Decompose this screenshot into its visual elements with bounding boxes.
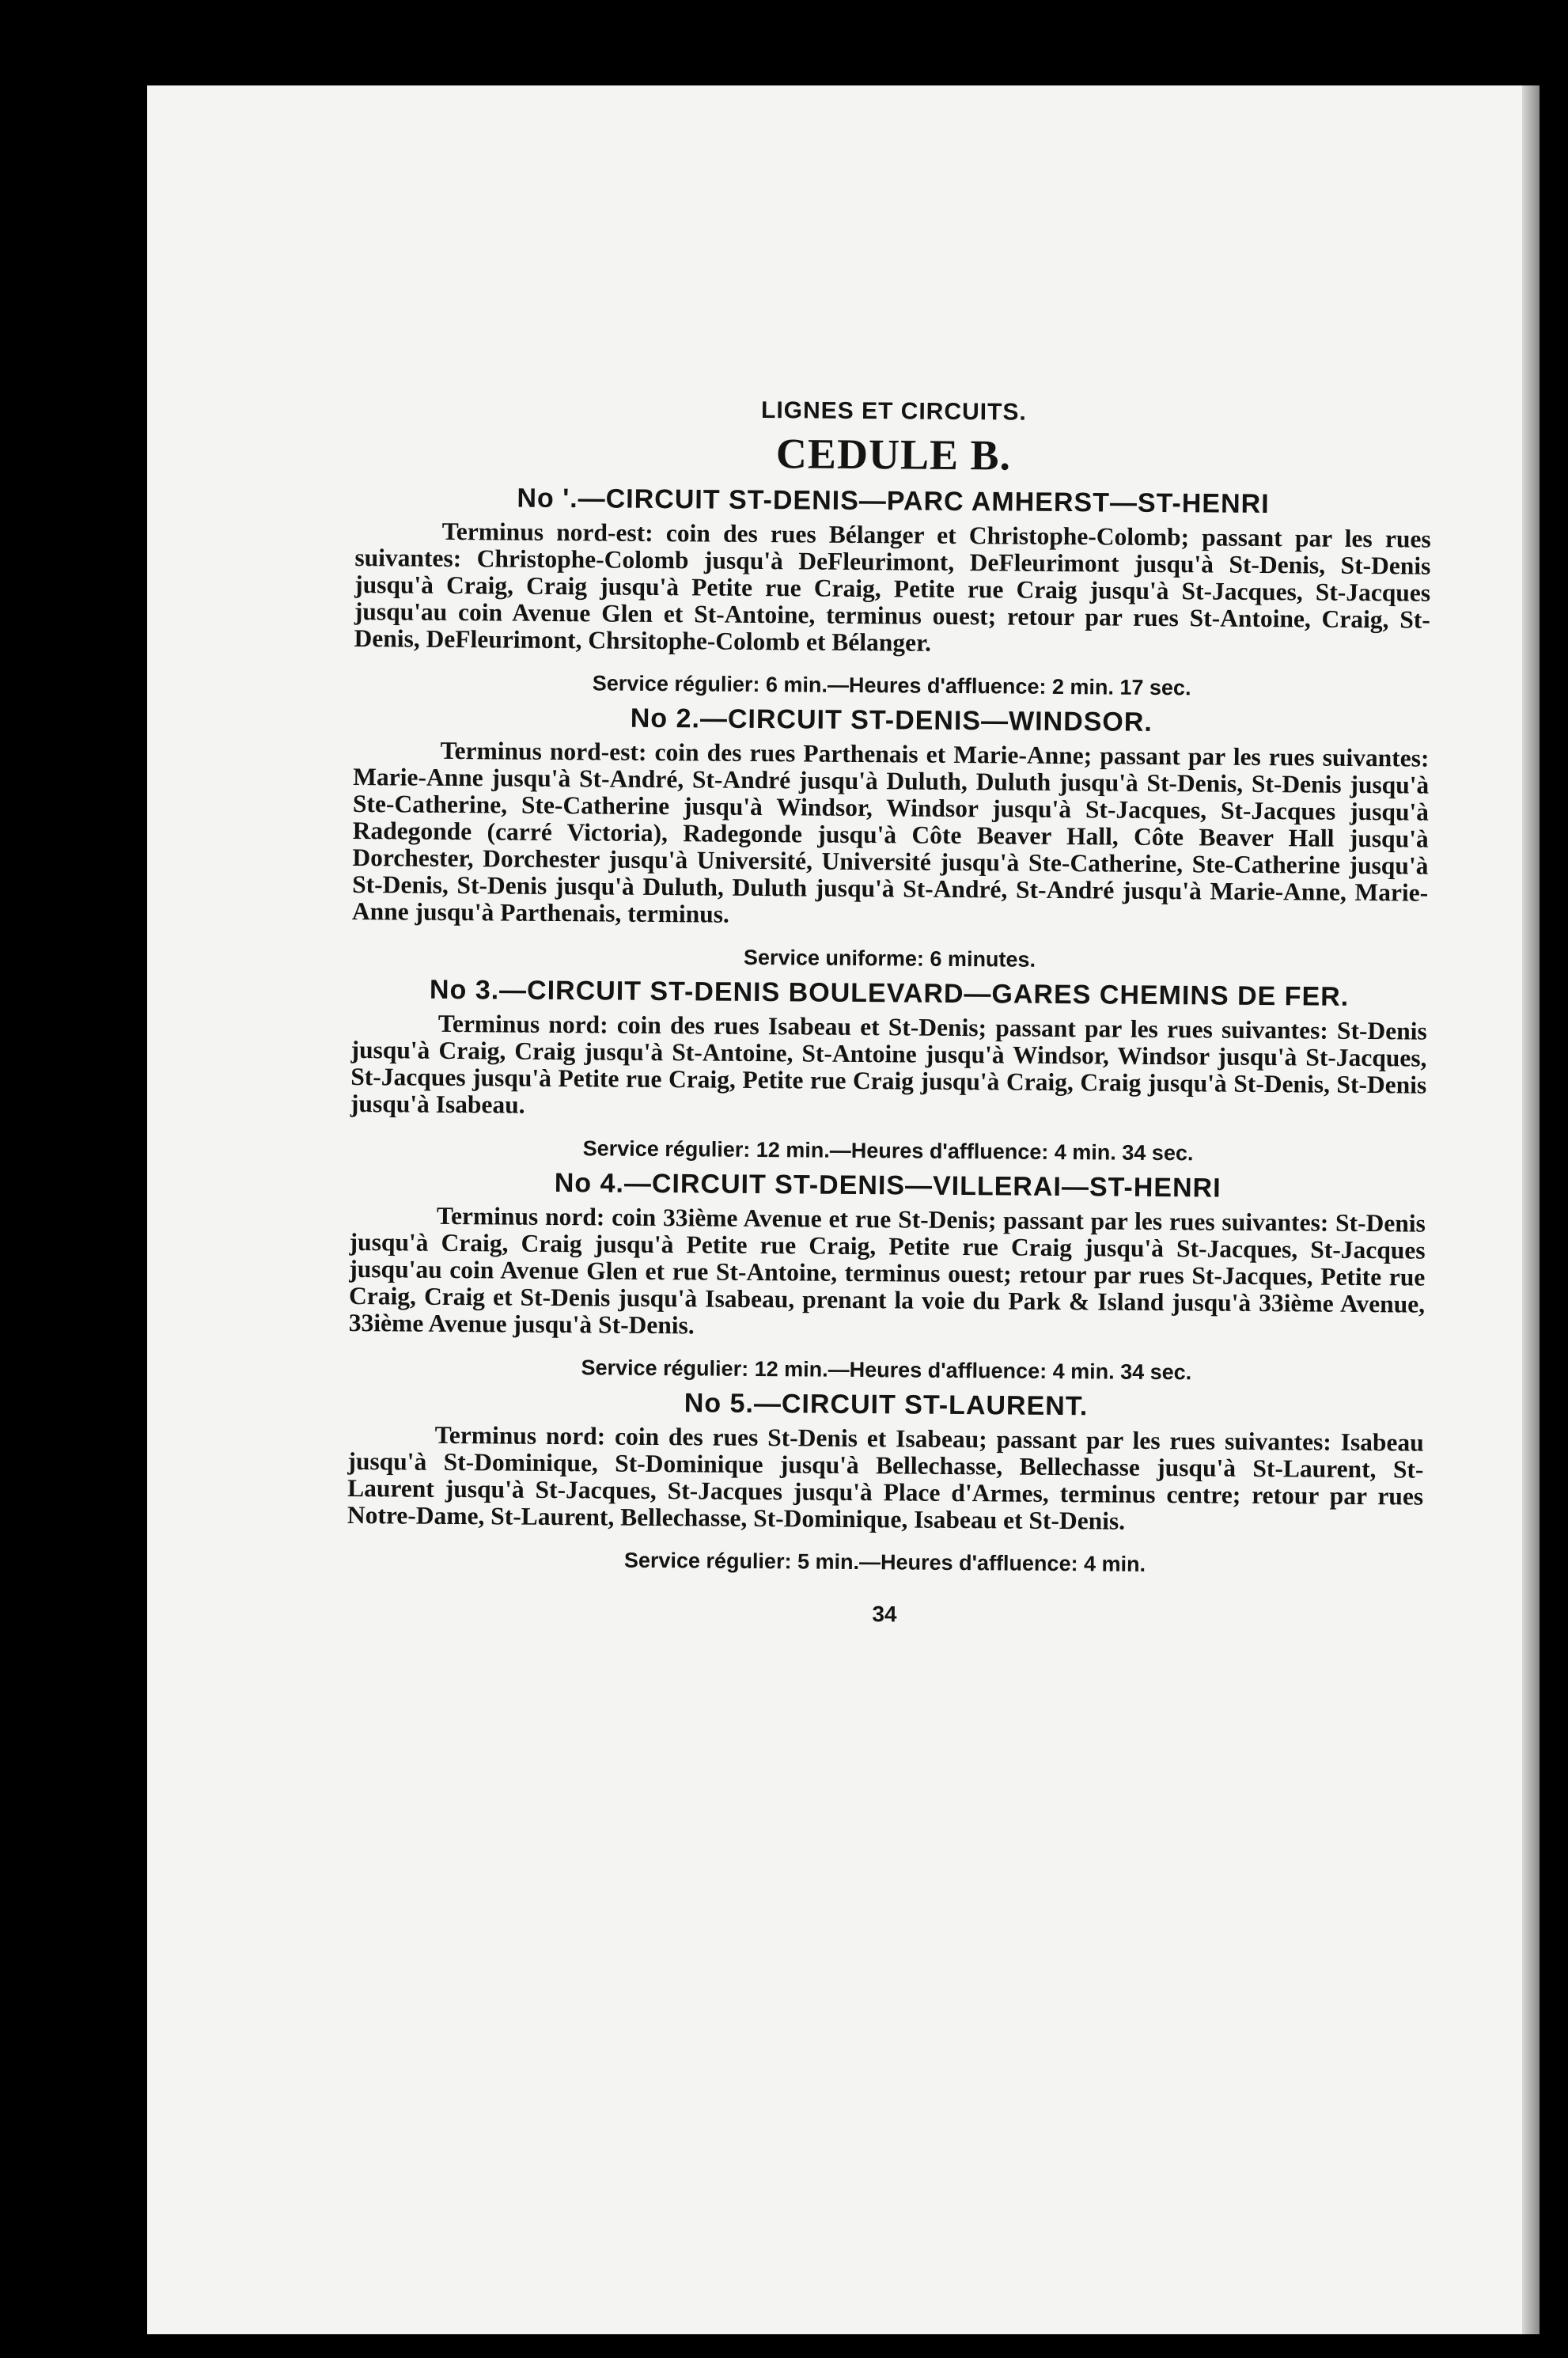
circuit-3 [350, 973, 1427, 1168]
circuit-5 [347, 1385, 1424, 1579]
service-line: Service régulier: 5 min.—Heures d'affluence: 4 min. [623, 1548, 1146, 1576]
circuit-description: Terminus nord-est: coin des rues Parthenais et Marie-Anne; passant par les rues suivantes: Marie-Anne jusqu'à St-André, St-André jusqu'à Duluth, Duluth jusqu'à St-Denis, St-Denis jusqu'à Ste-Catherine, Ste-Catherine jusqu'à Windsor, Windsor jusqu'à St-Jacques, St-Jacques jusqu'à Radegonde (carré Victoria), Radegonde jusqu'à Côte Beaver Hall, Côte Beaver Hall jusqu'à Dorchester, Dorchester jusqu'à Université, Université jusqu'à Ste-Catherine, Ste-Catherine jusqu'à St-Denis, St-Denis jusqu'à Duluth, Duluth jusqu'à St-André, St-André jusqu'à Marie-Anne, Marie-Anne jusqu'à Parthenais, terminus. [351, 736, 1430, 928]
service-line: Service régulier: 12 min.—Heures d'affluence: 4 min. 34 sec. [582, 1136, 1194, 1166]
circuit-title: No 3.—CIRCUIT ST-DENIS BOULEVARD—GARES CHEMINS DE FER. [429, 974, 1350, 1012]
circuit-4 [348, 1166, 1426, 1387]
circuit-description: Terminus nord: coin des rues Isabeau et St-Denis; passant par les rues suivantes: St-Denis jusqu'à Craig, Craig jusqu'à St-Antoine, St-Antoine jusqu'à Windsor, Windsor jusqu'à St-Jacques, St-Jacques jusqu'à Petite rue Craig, Petite rue Craig jusqu'à Craig, Craig jusqu'à St-Denis, St-Denis jusqu'à Isabeau. [350, 1009, 1427, 1119]
circuit-title: No 2.—CIRCUIT ST-DENIS—WINDSOR. [630, 703, 1153, 737]
section-heading: LIGNES ET CIRCUITS. [760, 397, 1027, 426]
circuit-title: No '.—CIRCUIT ST-DENIS—PARC AMHERST—ST-HENRI [517, 483, 1270, 520]
circuit-2 [351, 700, 1430, 976]
page-content [347, 299, 1433, 1632]
schedule-title: CEDULE B. [775, 430, 1012, 480]
document-page [147, 85, 1540, 2334]
circuit-title: No 4.—CIRCUIT ST-DENIS—VILLERAI—ST-HENRI [554, 1167, 1221, 1204]
circuit-1 [354, 481, 1431, 703]
circuit-description: Terminus nord: coin des rues St-Denis et Isabeau; passant par les rues suivantes: Isabeau jusqu'à St-Dominique, St-Dominique jusqu'à Bellechasse, Bellechasse jusqu'à St-Laurent, St-Laurent jusqu'à St-Jacques, St-Jacques jusqu'à Place d'Armes, terminus centre; retour par rues Notre-Dame, St-Laurent, Bellechasse, St-Dominique, Isabeau et St-Denis. [347, 1420, 1424, 1535]
service-line: Service régulier: 12 min.—Heures d'affluence: 4 min. 34 sec. [581, 1355, 1192, 1385]
page-edge-shadow [1522, 85, 1540, 2334]
page-number: 34 [872, 1602, 897, 1627]
circuit-title: No 5.—CIRCUIT ST-LAURENT. [684, 1388, 1089, 1422]
service-line: Service régulier: 6 min.—Heures d'affluence: 2 min. 17 sec. [592, 671, 1191, 700]
circuit-description: Terminus nord-est: coin des rues Bélanger et Christophe-Colomb; passant par les rues suivantes: Christophe-Colomb jusqu'à DeFleurimont, DeFleurimont jusqu'à St-Denis, St-Denis jusqu'à Craig, Craig jusqu'à Petite rue Craig, Petite rue Craig jusqu'à St-Jacques, St-Jacques jusqu'au coin Avenue Glen et St-Antoine, terminus ouest; retour par rues St-Antoine, Craig, St-Denis, DeFleurimont, Chrsitophe-Colomb et Bélanger. [354, 517, 1431, 657]
circuit-description: Terminus nord: coin 33ième Avenue et rue St-Denis; passant par les rues suivantes: St-Denis jusqu'à Craig, Craig jusqu'à Petite rue Craig, Petite rue Craig jusqu'à St-Jacques, St-Jacques jusqu'au coin Avenue Glen et rue St-Antoine, terminus ouest; retour par rues St-Jacques, Petite rue Craig, Craig et St-Denis jusqu'à Isabeau, prenant la voie du Park & Island jusqu'à 33ième Avenue, 33ième Avenue jusqu'à St-Denis. [348, 1201, 1426, 1340]
service-line: Service uniforme: 6 minutes. [743, 945, 1036, 972]
